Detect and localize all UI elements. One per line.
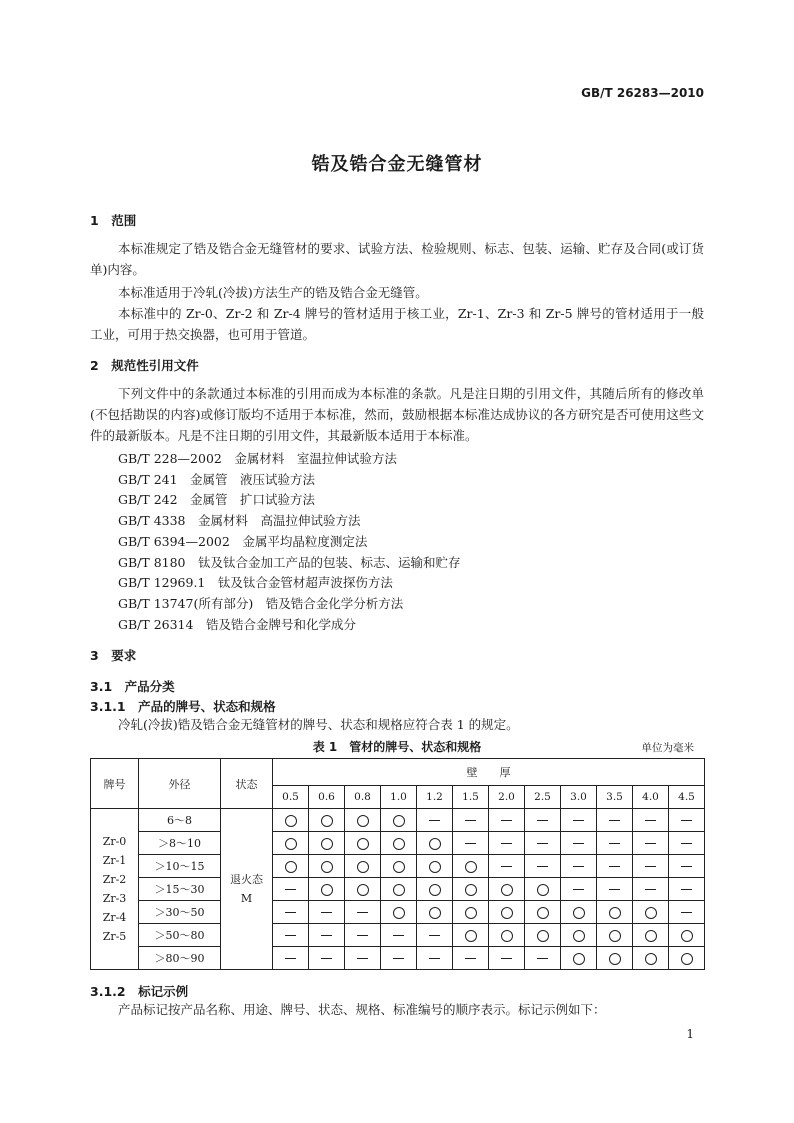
dash-mark-icon [537, 820, 548, 821]
dash-mark-icon [321, 935, 332, 936]
spec-table [90, 758, 705, 970]
dash-mark-icon [681, 889, 692, 890]
subsection-3-1-2-heading: 3.1.2 标记示例 [90, 984, 189, 999]
grade-label: Zr-4 [102, 911, 127, 924]
circle-mark-icon [609, 953, 621, 965]
dash-mark-icon [609, 889, 620, 890]
column-header-wall-thickness: 壁 厚 [273, 759, 705, 786]
table-unit: 单位为毫米 [641, 742, 694, 754]
dash-mark-icon [501, 843, 512, 844]
grade-label: Zr-1 [102, 854, 127, 867]
available-cell [633, 924, 669, 947]
table-row [91, 901, 705, 924]
unavailable-cell [597, 878, 633, 901]
unavailable-cell [561, 809, 597, 832]
dash-mark-icon [285, 889, 296, 890]
table-row [91, 855, 705, 878]
unavailable-cell [417, 947, 453, 970]
table-row [91, 832, 705, 855]
reference-item: GB/T 8180 钛及钛合金加工产品的包装、标志、运输和贮存 [118, 555, 461, 570]
available-cell [597, 924, 633, 947]
circle-mark-icon [429, 838, 441, 850]
available-cell [309, 855, 345, 878]
circle-mark-icon [501, 907, 513, 919]
circle-mark-icon [537, 907, 549, 919]
available-cell [525, 924, 561, 947]
circle-mark-icon [429, 884, 441, 896]
available-cell [345, 878, 381, 901]
circle-mark-icon [393, 838, 405, 850]
available-cell [597, 947, 633, 970]
grade-label: Zr-2 [102, 873, 127, 886]
unavailable-cell [273, 901, 309, 924]
circle-mark-icon [465, 884, 477, 896]
dash-mark-icon [501, 958, 512, 959]
grade-label: Zr-5 [102, 930, 127, 943]
available-cell [381, 901, 417, 924]
standard-code: GB/T 26283—2010 [581, 86, 704, 100]
unavailable-cell [273, 947, 309, 970]
circle-mark-icon [321, 815, 333, 827]
column-header-state: 状态 [221, 759, 273, 809]
table-row [91, 878, 705, 901]
circle-mark-icon [321, 838, 333, 850]
unavailable-cell [633, 832, 669, 855]
reference-item: GB/T 26314 锆及锆合金牌号和化学成分 [118, 617, 356, 632]
unavailable-cell [525, 855, 561, 878]
section-1-paragraph-2: 本标准适用于冷轧(冷拔)方法生产的锆及锆合金无缝管。 [118, 285, 428, 300]
state-label: M [240, 892, 253, 905]
outer-diameter-cell: ＞50～80 [139, 924, 221, 947]
available-cell [669, 947, 705, 970]
available-cell [417, 855, 453, 878]
circle-mark-icon [681, 930, 693, 942]
dash-mark-icon [573, 889, 584, 890]
circle-mark-icon [465, 930, 477, 942]
dash-mark-icon [573, 820, 584, 821]
circle-mark-icon [393, 884, 405, 896]
dash-mark-icon [429, 820, 440, 821]
available-cell [381, 878, 417, 901]
wall-thickness-header: 2.0 [489, 786, 525, 809]
available-cell [417, 901, 453, 924]
available-cell [561, 924, 597, 947]
circle-mark-icon [645, 930, 657, 942]
subsection-3-1-2-text: 产品标记按产品名称、用途、牌号、状态、规格、标准编号的顺序表示。标记示例如下： [118, 1002, 606, 1017]
outer-diameter-cell: ＞80～90 [139, 947, 221, 970]
dash-mark-icon [285, 958, 296, 959]
circle-mark-icon [357, 838, 369, 850]
unavailable-cell [597, 832, 633, 855]
available-cell [273, 809, 309, 832]
circle-mark-icon [393, 907, 405, 919]
available-cell [273, 832, 309, 855]
outer-diameter-cell: ＞30～50 [139, 901, 221, 924]
circle-mark-icon [465, 861, 477, 873]
available-cell [381, 832, 417, 855]
dash-mark-icon [357, 958, 368, 959]
unavailable-cell [525, 809, 561, 832]
available-cell [525, 878, 561, 901]
available-cell [453, 855, 489, 878]
unavailable-cell [633, 809, 669, 832]
dash-mark-icon [285, 912, 296, 913]
dash-mark-icon [681, 820, 692, 821]
reference-item: GB/T 6394—2002 金属平均晶粒度测定法 [118, 534, 368, 549]
dash-mark-icon [609, 820, 620, 821]
unavailable-cell [597, 809, 633, 832]
unavailable-cell [669, 878, 705, 901]
subsection-3-1-1-text: 冷轧(冷拔)锆及锆合金无缝管材的牌号、状态和规格应符合表 1 的规定。 [118, 717, 519, 732]
dash-mark-icon [609, 843, 620, 844]
dash-mark-icon [501, 866, 512, 867]
subsection-3-1-heading: 3.1 产品分类 [90, 679, 175, 694]
available-cell [453, 901, 489, 924]
available-cell [417, 832, 453, 855]
unavailable-cell [453, 809, 489, 832]
unavailable-cell [309, 947, 345, 970]
circle-mark-icon [501, 930, 513, 942]
reference-item: GB/T 4338 金属材料 高温拉伸试验方法 [118, 513, 361, 528]
unavailable-cell [489, 809, 525, 832]
available-cell [561, 947, 597, 970]
available-cell [633, 947, 669, 970]
dash-mark-icon [393, 958, 404, 959]
available-cell [345, 855, 381, 878]
reference-item: GB/T 242 金属管 扩口试验方法 [118, 492, 316, 507]
outer-diameter-cell: ＞10～15 [139, 855, 221, 878]
circle-mark-icon [537, 884, 549, 896]
available-cell [633, 901, 669, 924]
unavailable-cell [381, 924, 417, 947]
available-cell [345, 809, 381, 832]
reference-item: GB/T 241 金属管 液压试验方法 [118, 472, 316, 487]
unavailable-cell [669, 901, 705, 924]
dash-mark-icon [465, 958, 476, 959]
dash-mark-icon [645, 889, 656, 890]
unavailable-cell [561, 832, 597, 855]
unavailable-cell [453, 832, 489, 855]
reference-item: GB/T 228—2002 金属材料 室温拉伸试验方法 [118, 451, 397, 466]
dash-mark-icon [321, 958, 332, 959]
unavailable-cell [633, 878, 669, 901]
available-cell [309, 832, 345, 855]
column-header-grade: 牌号 [91, 759, 139, 809]
available-cell [453, 878, 489, 901]
state-cell [221, 809, 273, 970]
document-title: 锆及锆合金无缝管材 [311, 154, 483, 175]
table-caption: 表 1 管材的牌号、状态和规格 [312, 740, 482, 754]
circle-mark-icon [321, 884, 333, 896]
circle-mark-icon [465, 907, 477, 919]
wall-thickness-header: 3.5 [597, 786, 633, 809]
section-1-heading: 1 范围 [90, 213, 137, 228]
state-label: 退火态 [230, 873, 263, 886]
dash-mark-icon [537, 843, 548, 844]
dash-mark-icon [645, 843, 656, 844]
page-number: 1 [686, 1027, 694, 1041]
section-3-heading: 3 要求 [90, 648, 137, 663]
circle-mark-icon [609, 907, 621, 919]
available-cell [309, 809, 345, 832]
unavailable-cell [525, 947, 561, 970]
available-cell [561, 901, 597, 924]
dash-mark-icon [357, 912, 368, 913]
unavailable-cell [669, 809, 705, 832]
unavailable-cell [345, 947, 381, 970]
unavailable-cell [489, 947, 525, 970]
circle-mark-icon [573, 953, 585, 965]
unavailable-cell [489, 832, 525, 855]
circle-mark-icon [429, 907, 441, 919]
grade-label: Zr-3 [102, 892, 127, 905]
circle-mark-icon [573, 930, 585, 942]
wall-thickness-header: 4.5 [669, 786, 705, 809]
wall-thickness-header: 0.8 [345, 786, 381, 809]
reference-item: GB/T 12969.1 钛及钛合金管材超声波探伤方法 [118, 575, 393, 590]
unavailable-cell [525, 832, 561, 855]
unavailable-cell [381, 947, 417, 970]
dash-mark-icon [681, 912, 692, 913]
circle-mark-icon [573, 907, 585, 919]
unavailable-cell [489, 855, 525, 878]
available-cell [381, 855, 417, 878]
unavailable-cell [309, 901, 345, 924]
wall-thickness-header: 0.5 [273, 786, 309, 809]
available-cell [489, 878, 525, 901]
dash-mark-icon [357, 935, 368, 936]
dash-mark-icon [645, 866, 656, 867]
circle-mark-icon [393, 815, 405, 827]
wall-thickness-header: 3.0 [561, 786, 597, 809]
section-1-paragraph-1: 本标准规定了锆及锆合金无缝管材的要求、试验方法、检验规则、标志、包装、运输、贮存及合同(或订货单)内容。 [90, 241, 704, 277]
unavailable-cell [417, 809, 453, 832]
dash-mark-icon [537, 866, 548, 867]
table-row [91, 947, 705, 970]
dash-mark-icon [393, 935, 404, 936]
wall-thickness-header: 2.5 [525, 786, 561, 809]
available-cell [669, 924, 705, 947]
unavailable-cell [273, 924, 309, 947]
circle-mark-icon [681, 953, 693, 965]
outer-diameter-cell: ＞8～10 [139, 832, 221, 855]
table-row [91, 924, 705, 947]
dash-mark-icon [501, 820, 512, 821]
circle-mark-icon [429, 861, 441, 873]
wall-thickness-header: 4.0 [633, 786, 669, 809]
outer-diameter-cell: ＞15～30 [139, 878, 221, 901]
unavailable-cell [669, 855, 705, 878]
unavailable-cell [633, 855, 669, 878]
dash-mark-icon [645, 820, 656, 821]
available-cell [525, 901, 561, 924]
dash-mark-icon [537, 958, 548, 959]
dash-mark-icon [429, 958, 440, 959]
circle-mark-icon [357, 861, 369, 873]
subsection-3-1-1-heading: 3.1.1 产品的牌号、状态和规格 [90, 699, 276, 714]
dash-mark-icon [321, 912, 332, 913]
available-cell [309, 878, 345, 901]
available-cell [417, 878, 453, 901]
unavailable-cell [561, 855, 597, 878]
available-cell [453, 924, 489, 947]
wall-thickness-header: 1.5 [453, 786, 489, 809]
unavailable-cell [597, 855, 633, 878]
circle-mark-icon [501, 884, 513, 896]
reference-item: GB/T 13747(所有部分) 锆及锆合金化学分析方法 [118, 596, 404, 611]
dash-mark-icon [609, 866, 620, 867]
dash-mark-icon [465, 820, 476, 821]
dash-mark-icon [465, 843, 476, 844]
dash-mark-icon [285, 935, 296, 936]
unavailable-cell [345, 901, 381, 924]
wall-thickness-header: 1.0 [381, 786, 417, 809]
section-2-heading: 2 规范性引用文件 [90, 358, 199, 373]
circle-mark-icon [357, 884, 369, 896]
circle-mark-icon [285, 861, 297, 873]
dash-mark-icon [681, 866, 692, 867]
circle-mark-icon [285, 815, 297, 827]
dash-mark-icon [429, 935, 440, 936]
grade-list-cell [91, 809, 139, 970]
circle-mark-icon [321, 861, 333, 873]
dash-mark-icon [573, 866, 584, 867]
column-header-outer-diameter: 外径 [139, 759, 221, 809]
section-2-paragraph: 下列文件中的条款通过本标准的引用而成为本标准的条款。凡是注日期的引用文件，其随后所有的修改单(不包括勘误的内容)或修订版均不适用于本标准，然而，鼓励根据本标准达成协议的各方研究是否可使用这些文件的最新版本。凡是不注日期的引用文件，其最新版本适用于本标准。 [90, 386, 704, 443]
grade-label: Zr-0 [102, 835, 127, 848]
unavailable-cell [309, 924, 345, 947]
unavailable-cell [417, 924, 453, 947]
unavailable-cell [561, 878, 597, 901]
table-row [91, 809, 705, 832]
dash-mark-icon [573, 843, 584, 844]
available-cell [489, 924, 525, 947]
outer-diameter-cell: 6～8 [139, 809, 221, 832]
available-cell [345, 832, 381, 855]
unavailable-cell [453, 947, 489, 970]
available-cell [597, 901, 633, 924]
available-cell [273, 855, 309, 878]
wall-thickness-header: 0.6 [309, 786, 345, 809]
circle-mark-icon [537, 930, 549, 942]
available-cell [489, 901, 525, 924]
dash-mark-icon [681, 843, 692, 844]
spec-table-body [91, 809, 705, 970]
circle-mark-icon [285, 838, 297, 850]
circle-mark-icon [393, 861, 405, 873]
wall-thickness-header: 1.2 [417, 786, 453, 809]
unavailable-cell [345, 924, 381, 947]
circle-mark-icon [645, 953, 657, 965]
circle-mark-icon [609, 930, 621, 942]
unavailable-cell [669, 832, 705, 855]
circle-mark-icon [645, 907, 657, 919]
circle-mark-icon [357, 815, 369, 827]
available-cell [381, 809, 417, 832]
unavailable-cell [273, 878, 309, 901]
section-1-paragraph-3: 本标准中的 Zr-0、Zr-2 和 Zr-4 牌号的管材适用于核工业，Zr-1、Zr-3 和 Zr-5 牌号的管材适用于一般工业，可用于热交换器，也可用于管道。 [90, 306, 704, 342]
